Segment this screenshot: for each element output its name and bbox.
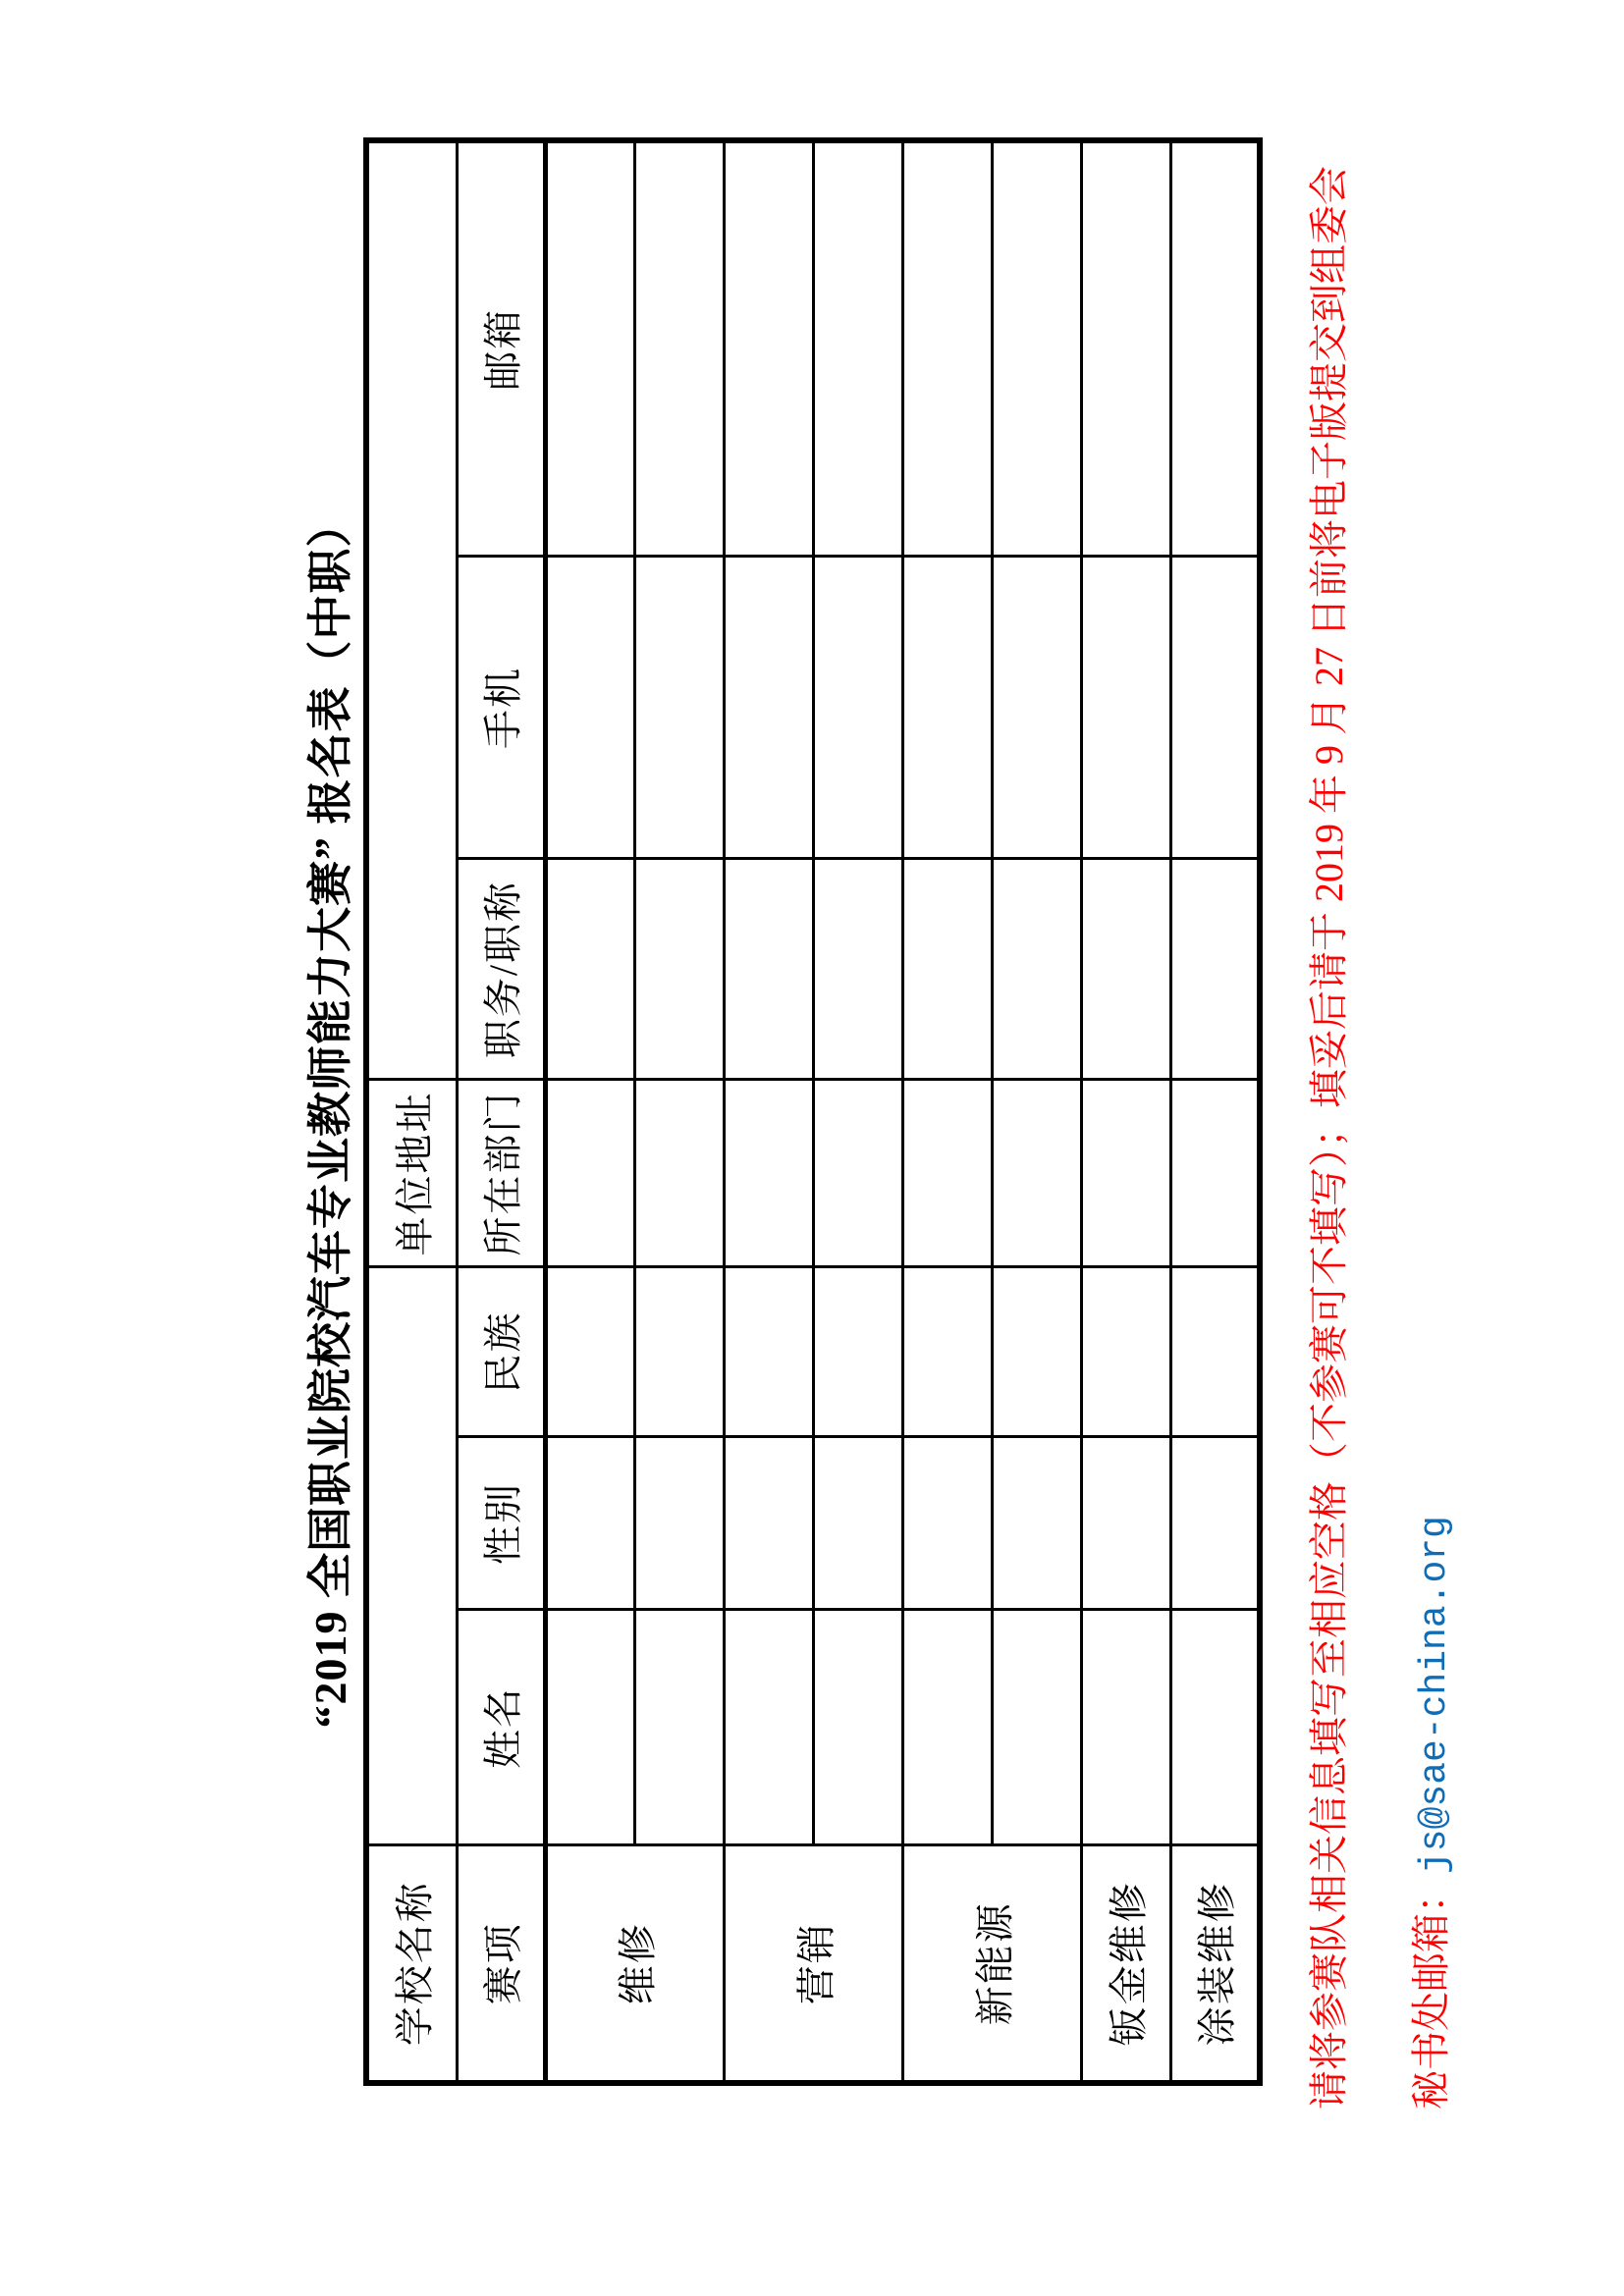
empty-cell	[1081, 557, 1170, 859]
empty-cell	[813, 859, 902, 1080]
school-name-label: 学校名称	[366, 1845, 457, 2083]
empty-cell	[1081, 140, 1170, 557]
col-header-department: 所在部门	[457, 1080, 545, 1267]
empty-cell	[1081, 859, 1170, 1080]
empty-cell	[992, 1610, 1081, 1845]
col-header-title: 职务/职称	[457, 859, 545, 1080]
col-header-email: 邮箱	[457, 140, 545, 557]
table-row-school	[366, 140, 457, 2083]
empty-cell	[545, 140, 634, 557]
empty-cell	[992, 1267, 1081, 1437]
empty-cell	[813, 557, 902, 859]
empty-cell	[545, 1080, 634, 1267]
unit-address-value-cell	[366, 140, 457, 1080]
event-group-banjin: 钣金维修	[1081, 1845, 1170, 2083]
empty-cell	[1170, 1267, 1260, 1437]
empty-cell	[724, 859, 813, 1080]
empty-cell	[1081, 1610, 1170, 1845]
note-secretariat	[1400, 1516, 1456, 2109]
unit-address-label: 单位地址	[366, 1080, 457, 1267]
secretariat-email-address: js@sae-china.org	[1414, 1516, 1456, 1874]
empty-cell	[724, 1437, 813, 1610]
empty-cell	[724, 557, 813, 859]
school-name-value-cell	[366, 1267, 457, 1845]
empty-cell	[813, 140, 902, 557]
col-header-ethnicity: 民族	[457, 1267, 545, 1437]
empty-cell	[992, 557, 1081, 859]
empty-cell	[634, 859, 724, 1080]
empty-cell	[902, 1437, 992, 1610]
event-group-yingxiao: 营销	[724, 1845, 902, 2083]
empty-cell	[1081, 1080, 1170, 1267]
table-header-row	[457, 140, 545, 2083]
table-row	[813, 140, 902, 2083]
table-row	[1170, 140, 1260, 2083]
empty-cell	[813, 1080, 902, 1267]
empty-cell	[545, 1437, 634, 1610]
note-instructions: 请将参赛队相关信息填写至相应空格（不参赛可不填写）；填妥后请于 2019 年 9 月 27 日前将电子版提交到组委会	[1307, 166, 1351, 2109]
page-title: “2019 全国职业院校汽车专业教师能力大赛” 报名表（中职）	[305, 501, 355, 1729]
empty-cell	[902, 859, 992, 1080]
table-row	[634, 140, 724, 2083]
col-header-name: 姓名	[457, 1610, 545, 1845]
event-group-xinnengyuan: 新能源	[902, 1845, 1081, 2083]
empty-cell	[1170, 1437, 1260, 1610]
empty-cell	[724, 1610, 813, 1845]
table-row	[724, 140, 813, 2083]
table-row	[992, 140, 1081, 2083]
empty-cell	[813, 1610, 902, 1845]
empty-cell	[1170, 1080, 1260, 1267]
empty-cell	[634, 1437, 724, 1610]
empty-cell	[545, 557, 634, 859]
empty-cell	[634, 557, 724, 859]
table-row	[902, 140, 992, 2083]
empty-cell	[902, 1267, 992, 1437]
empty-cell	[992, 1080, 1081, 1267]
empty-cell	[902, 557, 992, 859]
empty-cell	[1081, 1437, 1170, 1610]
empty-cell	[992, 859, 1081, 1080]
empty-cell	[1170, 140, 1260, 557]
empty-cell	[902, 140, 992, 557]
empty-cell	[634, 1080, 724, 1267]
empty-cell	[724, 1267, 813, 1437]
empty-cell	[634, 1610, 724, 1845]
table-row	[1081, 140, 1170, 2083]
empty-cell	[545, 859, 634, 1080]
empty-cell	[1170, 557, 1260, 859]
empty-cell	[724, 140, 813, 557]
empty-cell	[813, 1267, 902, 1437]
col-header-gender: 性别	[457, 1437, 545, 1610]
event-group-weixiu: 维修	[545, 1845, 724, 2083]
empty-cell	[634, 140, 724, 557]
empty-cell	[634, 1267, 724, 1437]
table-row	[545, 140, 634, 2083]
empty-cell	[992, 140, 1081, 557]
empty-cell	[545, 1610, 634, 1845]
empty-cell	[545, 1267, 634, 1437]
empty-cell	[1170, 859, 1260, 1080]
col-header-event: 赛项	[457, 1845, 545, 2083]
event-group-tuzhuang: 涂装维修	[1170, 1845, 1260, 2083]
empty-cell	[813, 1437, 902, 1610]
registration-table	[363, 137, 1263, 2086]
empty-cell	[1081, 1267, 1170, 1437]
empty-cell	[902, 1080, 992, 1267]
empty-cell	[992, 1437, 1081, 1610]
empty-cell	[1170, 1610, 1260, 1845]
empty-cell	[902, 1610, 992, 1845]
secretariat-email-label: 秘书处邮箱：	[1409, 1874, 1453, 2109]
col-header-mobile: 手机	[457, 557, 545, 859]
empty-cell	[724, 1080, 813, 1267]
